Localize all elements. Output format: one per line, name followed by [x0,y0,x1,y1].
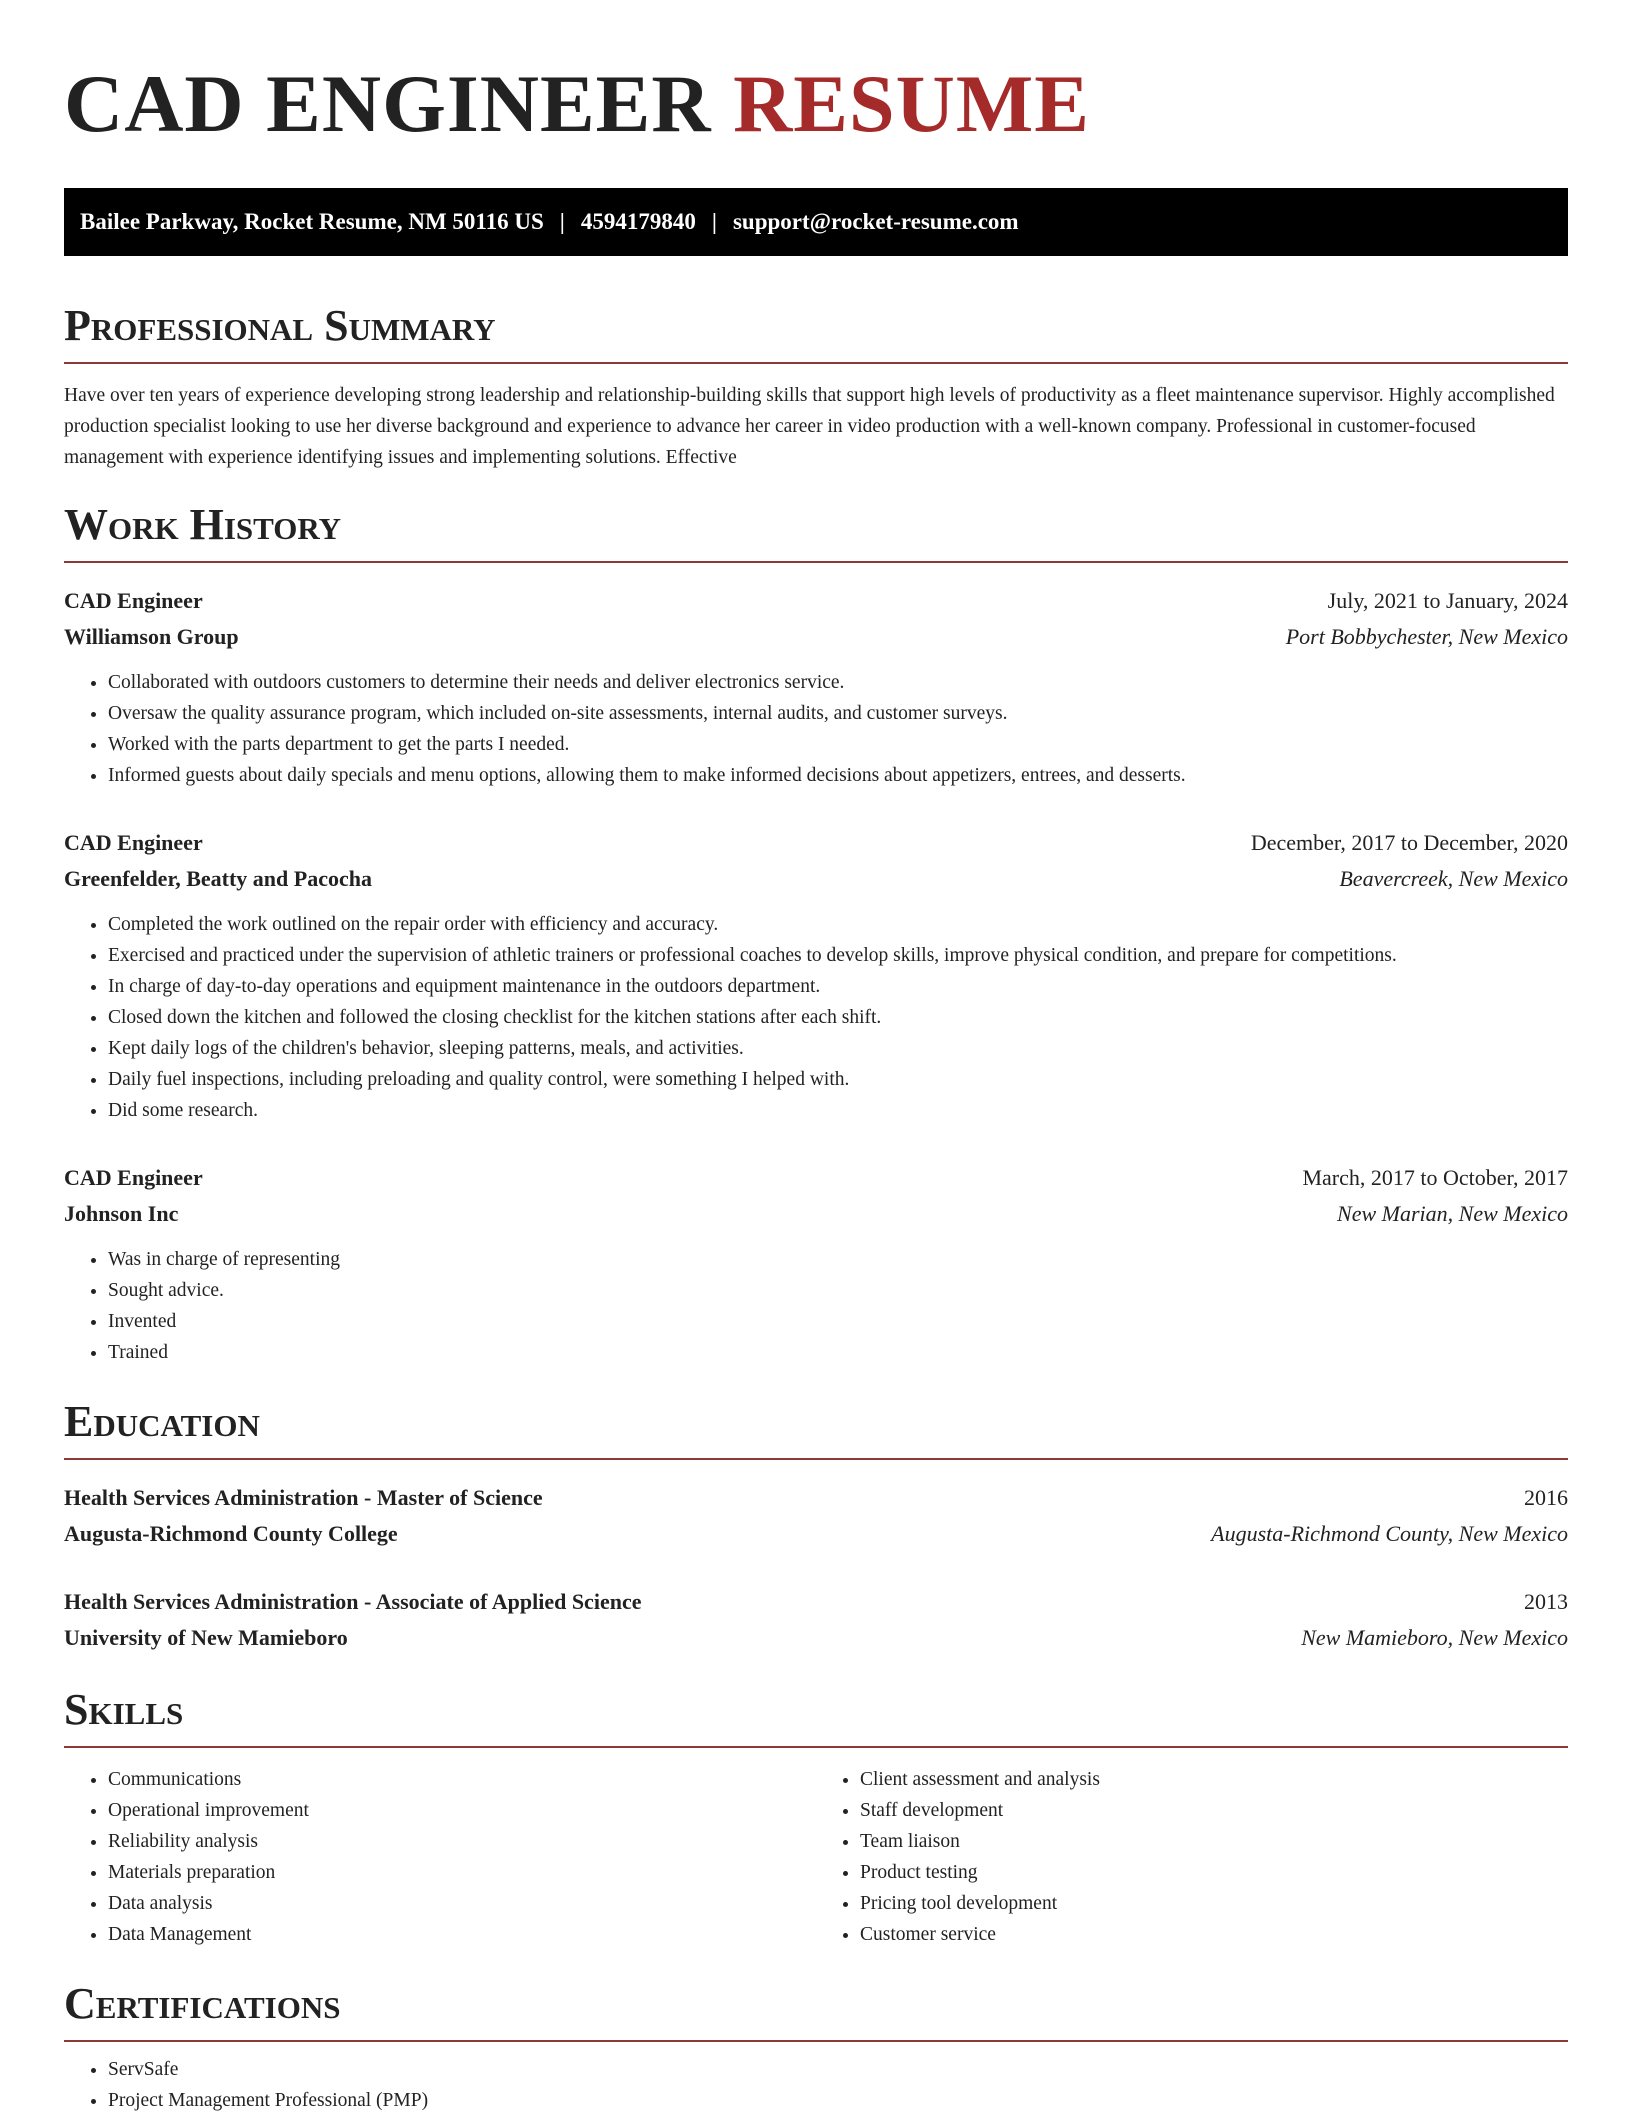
list-item: • Invented [108,1306,1568,1337]
list-item: • Product testing [860,1857,1568,1888]
job-company: Greenfelder, Beatty and Pacocha [64,866,372,891]
job-title: CAD Engineer [64,588,203,613]
job-duties [64,667,1568,791]
job-entry [64,1160,1568,1368]
list-item: • Materials preparation [108,1857,816,1888]
job-location: Port Bobbychester, New Mexico [1285,624,1568,649]
education-entry [64,1480,1568,1552]
school: Augusta-Richmond County College [64,1521,398,1546]
list-item: • Reliability analysis [108,1826,816,1857]
list-item: • Closed down the kitchen and followed the closing checklist for the kitchen stations after each shift. [108,1002,1568,1033]
contact-bar [64,188,1568,256]
title-main: CAD ENGINEER [64,58,712,149]
job-title-row [64,583,1568,619]
list-item: • Pricing tool development [860,1888,1568,1919]
job-title-row [64,825,1568,861]
school-row [64,1516,1568,1552]
degree-row [64,1584,1568,1620]
job-company: Johnson Inc [64,1201,179,1226]
list-item: • Was in charge of representing [108,1244,1568,1275]
list-item: • ServSafe [108,2054,1568,2085]
contact-separator: | [559,209,565,234]
school: University of New Mamieboro [64,1625,348,1650]
list-item: • Completed the work outlined on the repair order with efficiency and accuracy. [108,909,1568,940]
skills-heading: Skills [64,1684,1568,1748]
list-item: • Customer service [860,1919,1568,1950]
job-title-row [64,1160,1568,1196]
education-heading: Education [64,1396,1568,1460]
list-item: • Team liaison [860,1826,1568,1857]
job-location: New Marian, New Mexico [1337,1201,1568,1226]
skills-list-right [816,1764,1568,1950]
contact-email: support@rocket-resume.com [732,209,1019,234]
graduation-year: 2016 [1524,1485,1568,1510]
skills-list-left [64,1764,816,1950]
list-item: • Client assessment and analysis [860,1764,1568,1795]
work-history-heading: Work History [64,499,1568,563]
school-location: Augusta-Richmond County, New Mexico [1211,1521,1568,1546]
job-dates: December, 2017 to December, 2020 [1250,830,1568,855]
job-duties [64,909,1568,1126]
contact-separator: | [711,209,717,234]
degree: Health Services Administration - Master of Science [64,1485,543,1510]
list-item: • Exercised and practiced under the supervision of athletic trainers or professional coaches to develop skills, improve physical condition, and prepare for competitions. [108,940,1568,971]
school-row [64,1620,1568,1656]
list-item: • Kept daily logs of the children's behavior, sleeping patterns, meals, and activities. [108,1033,1568,1064]
list-item: • Worked with the parts department to get the parts I needed. [108,729,1568,760]
certifications-list [64,2054,1568,2116]
list-item: • Sought advice. [108,1275,1568,1306]
list-item: • Staff development [860,1795,1568,1826]
list-item: • Communications [108,1764,816,1795]
job-dates: March, 2017 to October, 2017 [1302,1165,1568,1190]
job-company: Williamson Group [64,624,239,649]
list-item: • Informed guests about daily specials and menu options, allowing them to make informed decisions about appetizers, entrees, and desserts. [108,760,1568,791]
education-entry [64,1584,1568,1656]
certifications-heading: Certifications [64,1978,1568,2042]
list-item: • Data Management [108,1919,816,1950]
job-dates: July, 2021 to January, 2024 [1327,588,1568,613]
skills-grid [64,1764,1568,1950]
list-item: • Did some research. [108,1095,1568,1126]
degree: Health Services Administration - Associate of Applied Science [64,1589,642,1614]
job-title: CAD Engineer [64,1165,203,1190]
job-company-row [64,861,1568,897]
job-location: Beavercreek, New Mexico [1339,866,1568,891]
job-entry [64,825,1568,1126]
list-item: • Data analysis [108,1888,816,1919]
resume-title [64,0,1568,152]
contact-address: Bailee Parkway, Rocket Resume, NM 50116 US [80,209,544,234]
summary-text: Have over ten years of experience developing strong leadership and relationship-building skills that support high levels of productivity as a fleet maintenance supervisor. Highly accomplished production specialist looking to use her diverse background and experience to advance her career in video production with a well-known company. Professional in customer-focused management with experience identifying issues and implementing solutions. Effective [64,385,1555,468]
job-duties [64,1244,1568,1368]
list-item: • Project Management Professional (PMP) [108,2085,1568,2116]
job-company-row [64,1196,1568,1232]
contact-phone: 4594179840 [580,209,696,234]
degree-row [64,1480,1568,1516]
job-entry [64,583,1568,791]
list-item: • Daily fuel inspections, including preloading and quality control, were something I helped with. [108,1064,1568,1095]
list-item: • Oversaw the quality assurance program, which included on-site assessments, internal audits, and customer surveys. [108,698,1568,729]
summary-heading: Professional Summary [64,300,1568,364]
job-title: CAD Engineer [64,830,203,855]
list-item: • Trained [108,1337,1568,1368]
list-item: • In charge of day-to-day operations and equipment maintenance in the outdoors department. [108,971,1568,1002]
job-company-row [64,619,1568,655]
graduation-year: 2013 [1524,1589,1568,1614]
list-item: • Collaborated with outdoors customers to determine their needs and deliver electronics service. [108,667,1568,698]
title-accent: RESUME [733,58,1090,149]
school-location: New Mamieboro, New Mexico [1301,1625,1568,1650]
list-item: • Operational improvement [108,1795,816,1826]
